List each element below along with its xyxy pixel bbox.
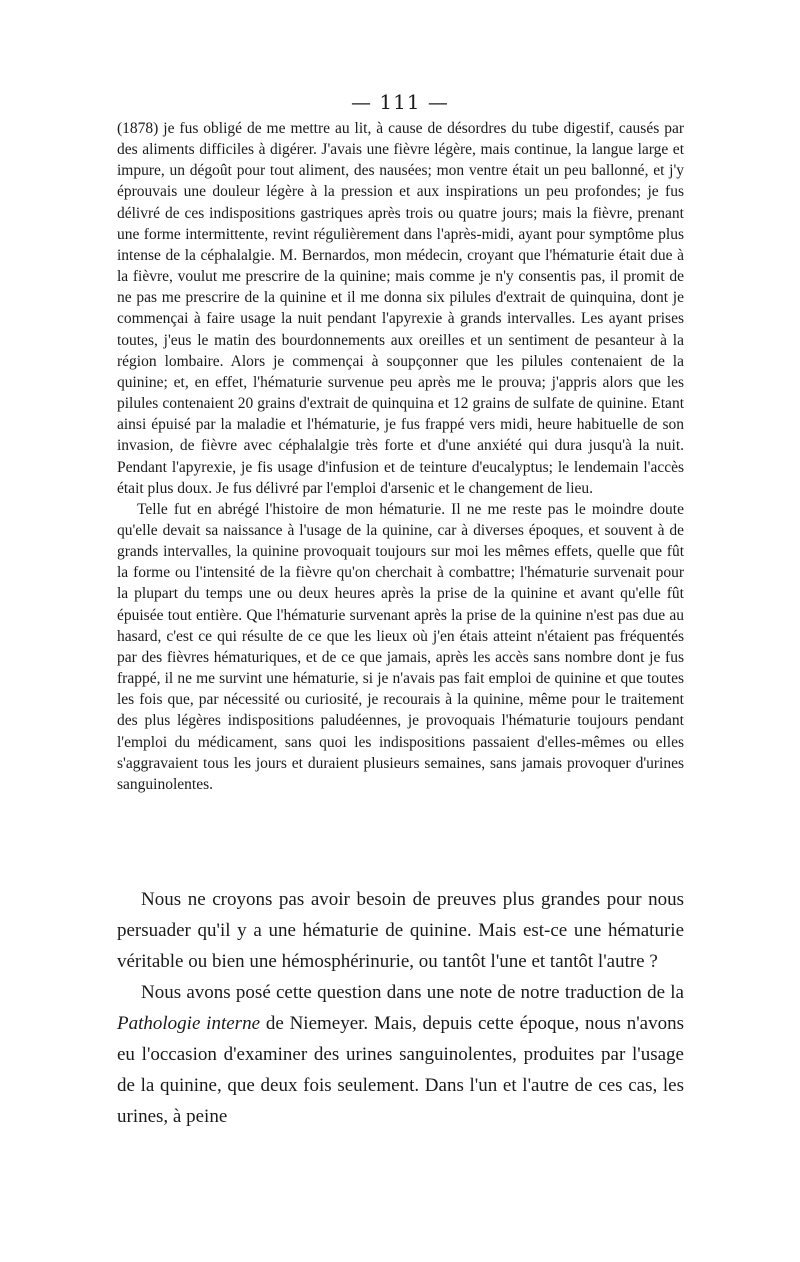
small-print-section <box>117 118 684 795</box>
paragraph <box>117 977 684 1132</box>
page-number-header: — 111 — <box>351 90 449 114</box>
paragraph-text: de Niemeyer. Mais, depuis cette époque, nous n'avons eu l'occasion d'examiner des urines sanguinolentes, produites par l'usage de la quinine, que deux fois seulement. Dans l'un et l'autre de ces cas, les urines, à peine <box>117 1013 685 1127</box>
paragraph: Telle fut en abrégé l'histoire de mon hématurie. Il ne me reste pas le moindre doute qu'elle devait sa naissance à l'usage de la quinine, car à diverses époques, et souvent à de grands intervalles, la quinine provoquait toujours sur moi les mêmes effets, quelle que fût la forme ou l'intensité de la fièvre qu'on cherchait à combattre; l'hématurie survenait pour la plupart du temps une ou deux heures après la prise de la quinine et avant qu'elle fût épuisée tout entière. Que l'hématurie survenant après la prise de la quinine n'est pas due au hasard, c'est ce qui résulte de ce que les lieux où j'en étais atteint n'étaient pas fréquentés par des fièvres hématuriques, et de ce que jamais, après les accès sans nombre dont je fus frappé, il ne me survint une hématurie, si je n'avais pas fait emploi de quinine et que toutes les fois que, par nécessité ou curiosité, je recourais à la quinine, même pour le traitement des plus légères indispositions paludéennes, je provoquais l'hématurie toujours pendant l'emploi du médicament, sans quoi les indispositions passaient d'elles-mêmes ou elles s'aggravaient tous les jours et duraient plusieurs semaines, sans jamais provoquer d'urines sanguinolentes. <box>117 500 684 793</box>
large-print-section <box>117 884 684 1132</box>
book-title-italic: Pathologie interne <box>117 1013 261 1034</box>
paragraph-text: Nous avons posé cette question dans une note de notre traduction de la <box>141 982 684 1003</box>
paragraph: Nous ne croyons pas avoir besoin de preuves plus grandes pour nous persuader qu'il y a une hématurie de quinine. Mais est-ce une hématurie véritable ou bien une hémosphérinurie, ou tantôt l'une et tantôt l'autre ? <box>117 889 684 972</box>
paragraph: (1878) je fus obligé de me mettre au lit, à cause de désordres du tube digestif, causés par des aliments difficiles à digérer. J'avais une fièvre légère, mais continue, la langue large et impure, un dégoût pour tout aliment, des nausées; mon ventre était un peu ballonné, et j'y éprouvais une douleur légère à la pression et aux inspirations un peu profondes; je fus délivré de ces indispositions gastriques après trois ou quatre jours; mais la fièvre, prenant une forme intermittente, revint régulièrement dans l'après-midi, ayant pour symptôme plus intense de la céphalalgie. M. Bernardos, mon médecin, croyant que l'hématurie était due à la fièvre, voulut me prescrire de la quinine; mais comme je n'y consentis pas, il promit de ne pas me prescrire de la quinine et il me donna six pilules d'extrait de quinquina, dont je commençai à faire usage la nuit pendant l'apyrexie à grands intervalles. Les ayant prises toutes, j'eus le matin des bourdonnements aux oreilles et un sentiment de pesanteur à la région lombaire. Alors je commençai à soupçonner que les pilules contenaient de la quinine; et, en effet, l'hématurie survenue peu après me le prouva; j'appris alors que les pilules contenaient 20 grains d'extrait de quinquina et 12 grains de sulfate de quinine. Etant ainsi épuisé par la maladie et l'hématurie, je fus frappé vers midi, heure habituelle de son invasion, de fièvre avec céphalalgie très forte et d'une anxiété qui dura jusqu'à la nuit. Pendant l'apyrexie, je fis usage d'infusion et de teinture d'eucalyptus; le lendemain l'accès était plus doux. Je fus délivré par l'emploi d'arsenic et le changement de lieu. <box>117 120 684 497</box>
